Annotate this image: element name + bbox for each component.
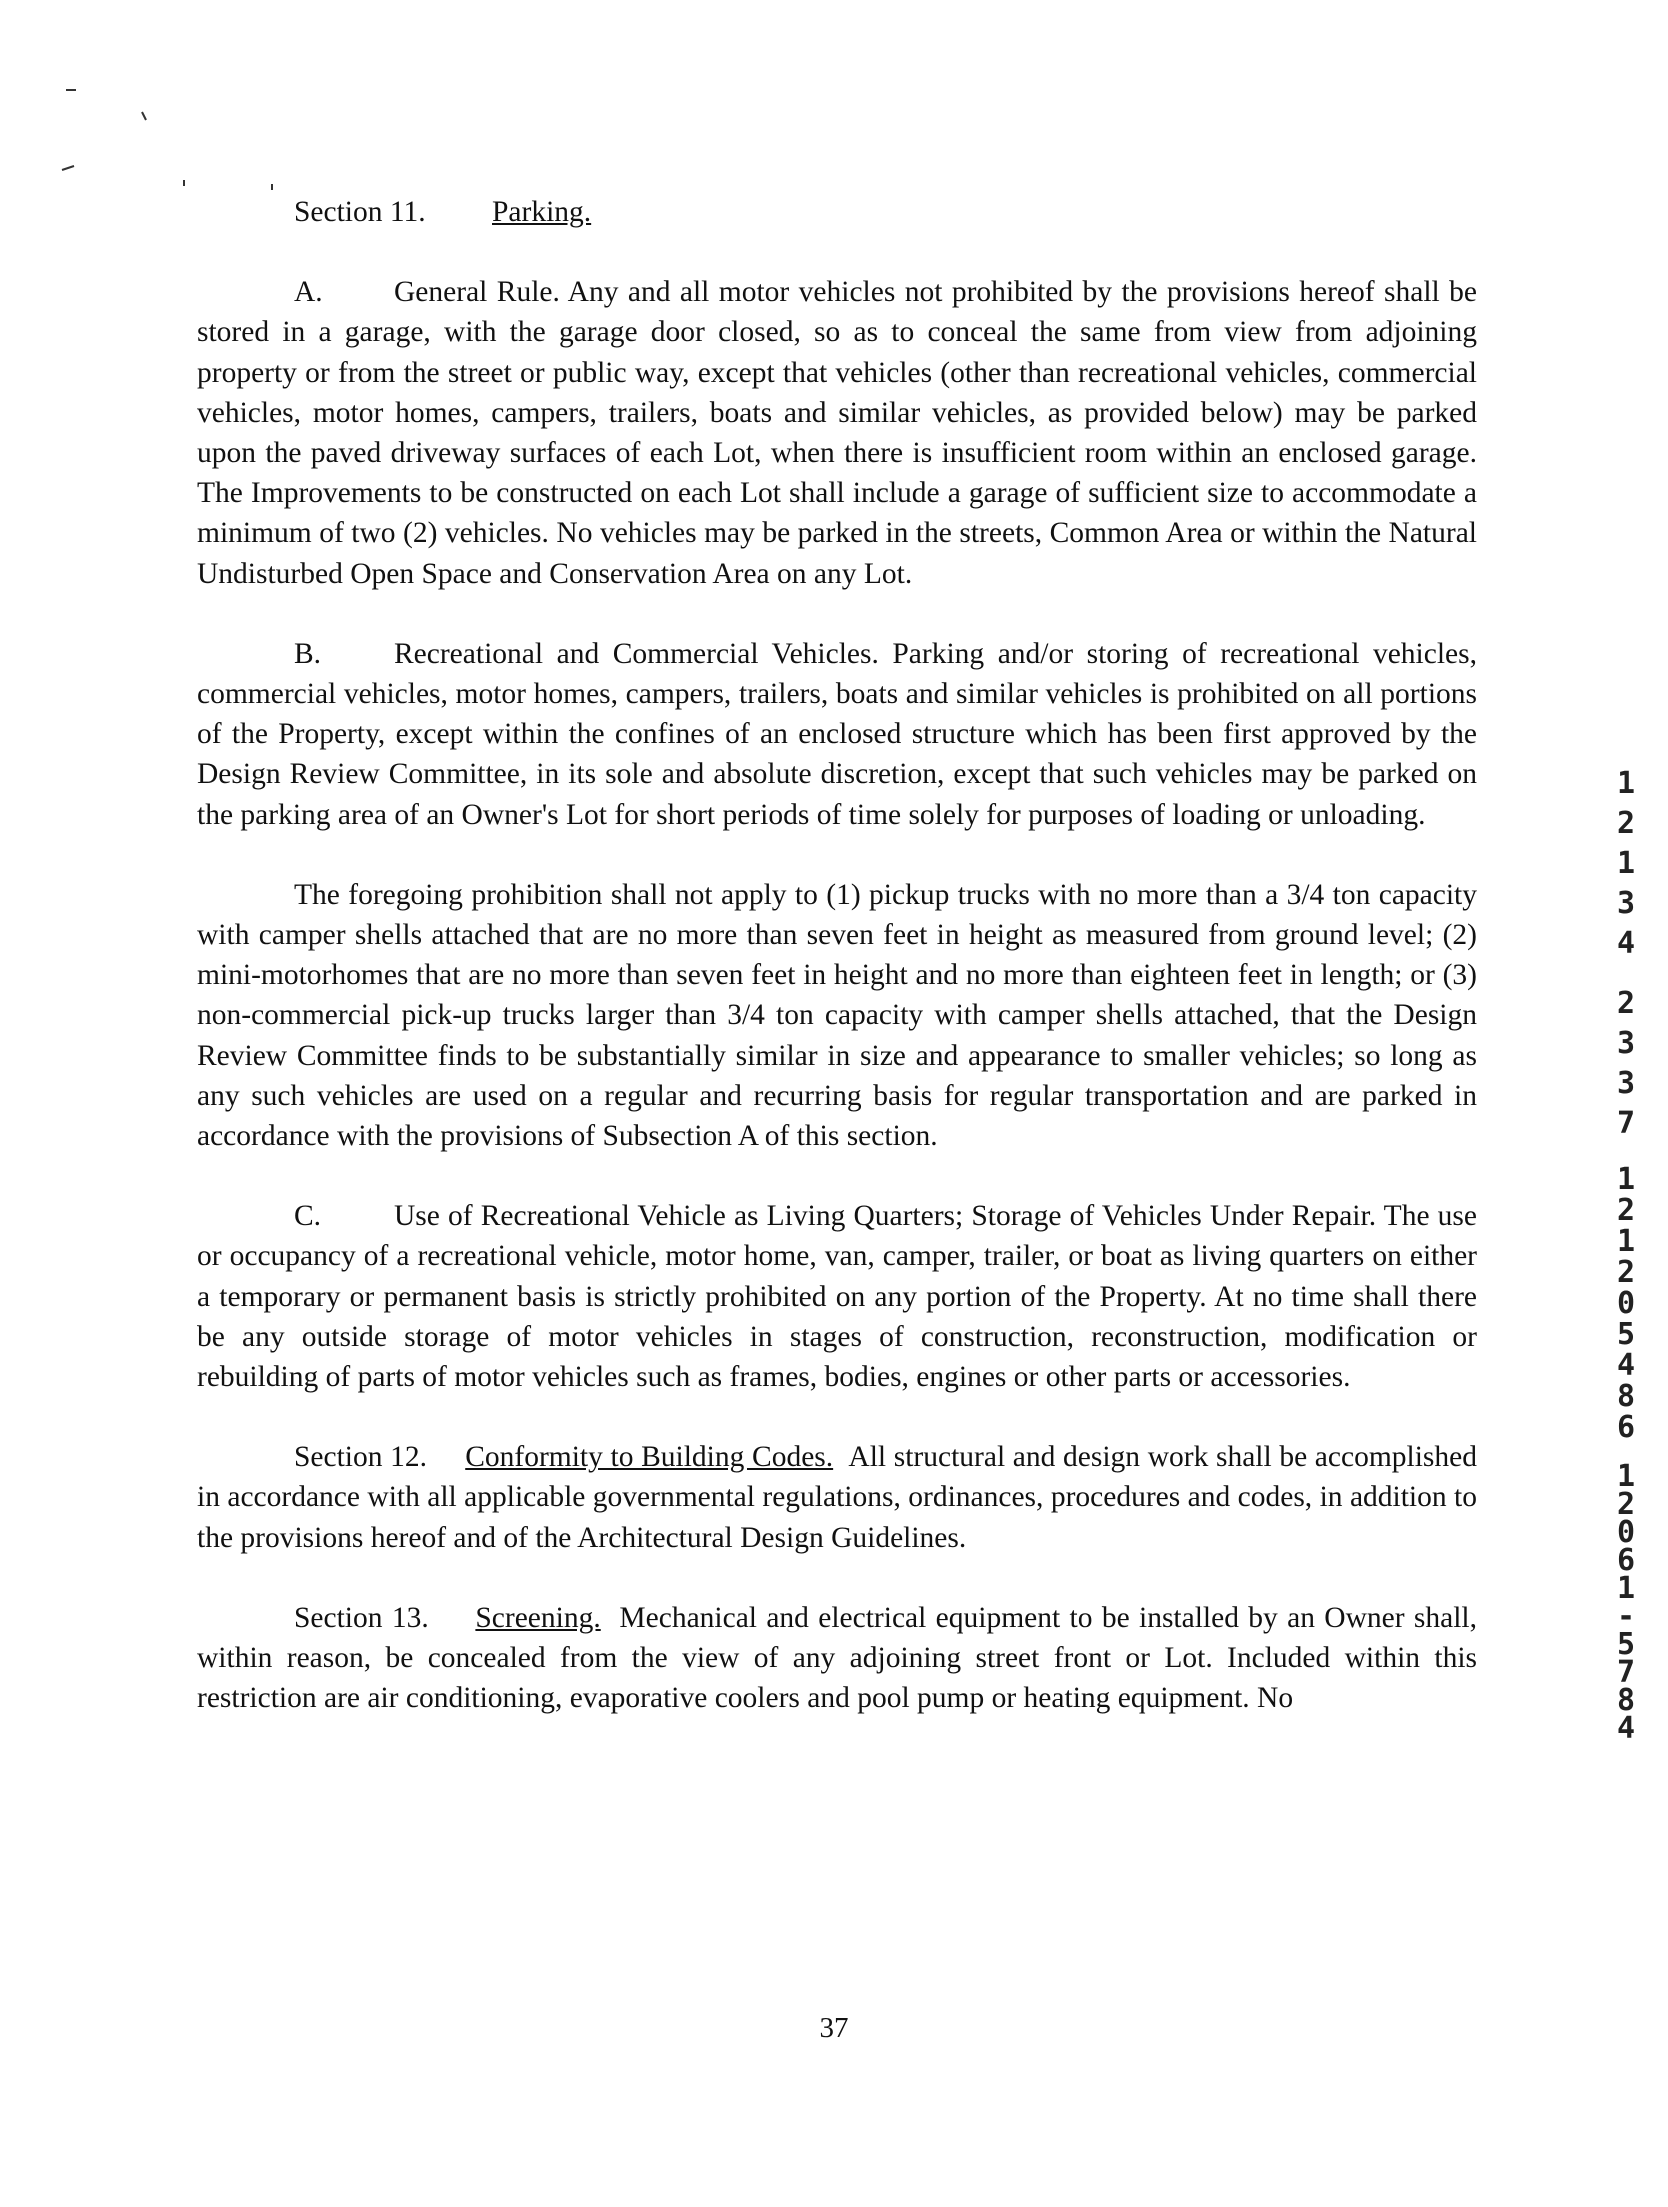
- section-13: [197, 1598, 1477, 1719]
- paragraph-c-label: C.: [294, 1200, 322, 1233]
- section-12-text: All structural and design work shall be accomplished in accordance with all applicable governmental regulations, ordinances, procedures and codes, in addition to the provisions hereof and of the Architectural Design Guidelines.: [197, 1441, 1477, 1554]
- section-11-heading: [197, 192, 1477, 232]
- recording-digit: -: [1616, 1599, 1636, 1634]
- section-12-title: Conformity to Building Codes.: [465, 1441, 834, 1474]
- paragraph-a: [197, 272, 1477, 594]
- recording-digit: 7: [1616, 1655, 1636, 1690]
- recording-group-1: [1606, 764, 1646, 964]
- paragraph-a-label: A.: [294, 276, 323, 309]
- section-12-number: Section 12.: [294, 1441, 428, 1474]
- recording-digit: 5: [1616, 1317, 1636, 1352]
- paragraph-b-label: B.: [294, 637, 322, 670]
- recording-digit: 0: [1616, 1286, 1636, 1321]
- paragraph-foregoing: [197, 875, 1477, 1156]
- section-12: [197, 1437, 1477, 1558]
- recording-digit: 0: [1616, 1515, 1636, 1550]
- document-body: [197, 192, 1477, 1719]
- recording-digit: 2: [1616, 1193, 1636, 1228]
- recording-digit: 3: [1616, 886, 1636, 921]
- paragraph-b-text: Recreational and Commercial Vehicles. Parking and/or storing of recreational vehicles, commercial vehicles, motor homes, campers, trailers, boats and similar vehicles is prohibited on all portions of the Property, except within the confines of an enclosed structure which has been first approved by the Design Review Committee, in its sole and absolute discretion, except that such vehicles may be parked on the parking area of an Owner's Lot for short periods of time solely for purposes of loading or unloading.: [197, 637, 1477, 831]
- recording-digit: 4: [1616, 1711, 1636, 1746]
- paragraph-a-text: General Rule. Any and all motor vehicles not prohibited by the provisions hereof shall be stored in a garage, with the garage door closed, so as to conceal the same from view from adjoining property or from the street or public way, except that vehicles (other than recreational vehicles, commercial vehicles, motor homes, campers, trailers, boats and similar vehicles, as provided below) may be parked upon the paved driveway surfaces of each Lot, when there is insufficient room within an enclosed garage. The Improvements to be constructed on each Lot shall include a garage of sufficient size to accommodate a minimum of two (2) vehicles. No vehicles may be parked in the streets, Common Area or within the Natural Undisturbed Open Space and Conservation Area on any Lot.: [197, 276, 1477, 590]
- recording-digit: 2: [1616, 1255, 1636, 1290]
- section-11-title: Parking.: [492, 196, 592, 228]
- recording-digit: 1: [1616, 1459, 1636, 1494]
- recording-digit: 4: [1616, 1348, 1636, 1383]
- page-number: 37: [819, 2012, 849, 2044]
- paragraph-c: [197, 1196, 1477, 1397]
- recording-digit: 2: [1616, 806, 1636, 841]
- recording-digit: 4: [1616, 926, 1636, 961]
- recording-group-4: [1606, 1459, 1646, 1746]
- recording-digit: 6: [1616, 1543, 1636, 1578]
- recording-digit: 7: [1616, 1106, 1636, 1141]
- recording-digit: 2: [1616, 1487, 1636, 1522]
- recording-digit: 1: [1616, 766, 1636, 801]
- recording-digit: 2: [1616, 986, 1636, 1021]
- section-13-number: Section 13.: [294, 1601, 429, 1634]
- recording-digit: 1: [1616, 846, 1636, 881]
- recording-number: [1606, 764, 1646, 1763]
- recording-digit: 6: [1616, 1410, 1636, 1445]
- paragraph-b: [197, 634, 1477, 835]
- recording-digit: 1: [1616, 1571, 1636, 1606]
- section-13-text: Mechanical and electrical equipment to be installed by an Owner shall, within reason, be concealed from the view of any adjoining street front or Lot. Included within this restriction are air conditioning, evaporative coolers and pool pump or heating equipment. No: [197, 1601, 1477, 1715]
- recording-digit: 8: [1616, 1683, 1636, 1718]
- recording-group-3: [1606, 1164, 1646, 1443]
- section-11-number: Section 11.: [294, 196, 426, 228]
- section-13-title: Screening.: [475, 1601, 601, 1634]
- recording-digit: 1: [1616, 1162, 1636, 1197]
- recording-digit: 5: [1616, 1627, 1636, 1662]
- paragraph-c-text: Use of Recreational Vehicle as Living Quarters; Storage of Vehicles Under Repair. The use or occupancy of a recreational vehicle, motor home, van, camper, trailer, or boat as living quarters on either a temporary or permanent basis is strictly prohibited on any portion of the Property. At no time shall there be any outside storage of motor vehicles in stages of construction, reconstruction, modification or rebuilding of parts of motor vehicles such as frames, bodies, engines or other parts or accessories.: [197, 1200, 1477, 1394]
- recording-digit: 3: [1616, 1026, 1636, 1061]
- recording-digit: 3: [1616, 1066, 1636, 1101]
- recording-group-2: [1606, 984, 1646, 1144]
- recording-digit: 1: [1616, 1224, 1636, 1259]
- paragraph-foregoing-text: The foregoing prohibition shall not apply to (1) pickup trucks with no more than a 3/4 ton capacity with camper shells attached that are no more than seven feet in height as measured from ground level; (2) mini-motorhomes that are no more than seven feet in height and no more than eighteen feet in length; or (3) non-commercial pick-up trucks larger than 3/4 ton capacity with camper shells attached, that the Design Review Committee finds to be substantially similar in size and appearance to smaller vehicles; so long as any such vehicles are used on a regular and recurring basis for regular transportation and are parked in accordance with the provisions of Subsection A of this section.: [197, 878, 1477, 1153]
- recording-digit: 8: [1616, 1379, 1636, 1414]
